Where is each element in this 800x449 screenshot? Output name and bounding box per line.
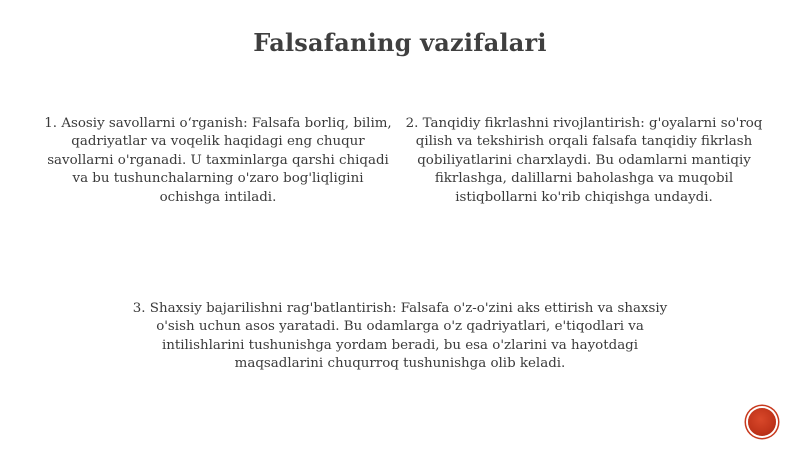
slide-title: Falsafaning vazifalari [253,28,547,57]
red-circle-icon[interactable] [748,408,776,436]
point-text-1: 1. Asosiy savollarni o‘rganish: Falsafa borliq, bilim, qadriyatlar va voqelik haqidagi eng chuqur savollarni o'rganadi. U taxminlarga qarshi chiqadi va bu tushunchalarning o'zaro bog'liqligini ochishga intiladi. [44,116,392,205]
point-text-2: 2. Tanqidiy fikrlashni rivojlantirish: g'oyalarni so'roq qilish va tekshirish orqali falsafa tanqidiy fikrlash qobiliyatlarini charxlaydi. Bu odamlarni mantiqiy fikrlashga, dalillarni baholashga va muqobil istiqbollarni ko'rib chiqishga undaydi. [405,116,763,205]
point-text-3: 3. Shaxsiy bajarilishni rag'batlantirish: Falsafa o'z-o'zini aks ettirish va shaxsiy o'sish uchun asos yaratadi. Bu odamlarga o'z qadriyatlari, e'tiqodlari va intilishlarini tushunishga yordam beradi, bu esa o'zlarini va hayotdagi maqsadlarini chuqurroq tushunishga olib keladi. [132,301,668,372]
